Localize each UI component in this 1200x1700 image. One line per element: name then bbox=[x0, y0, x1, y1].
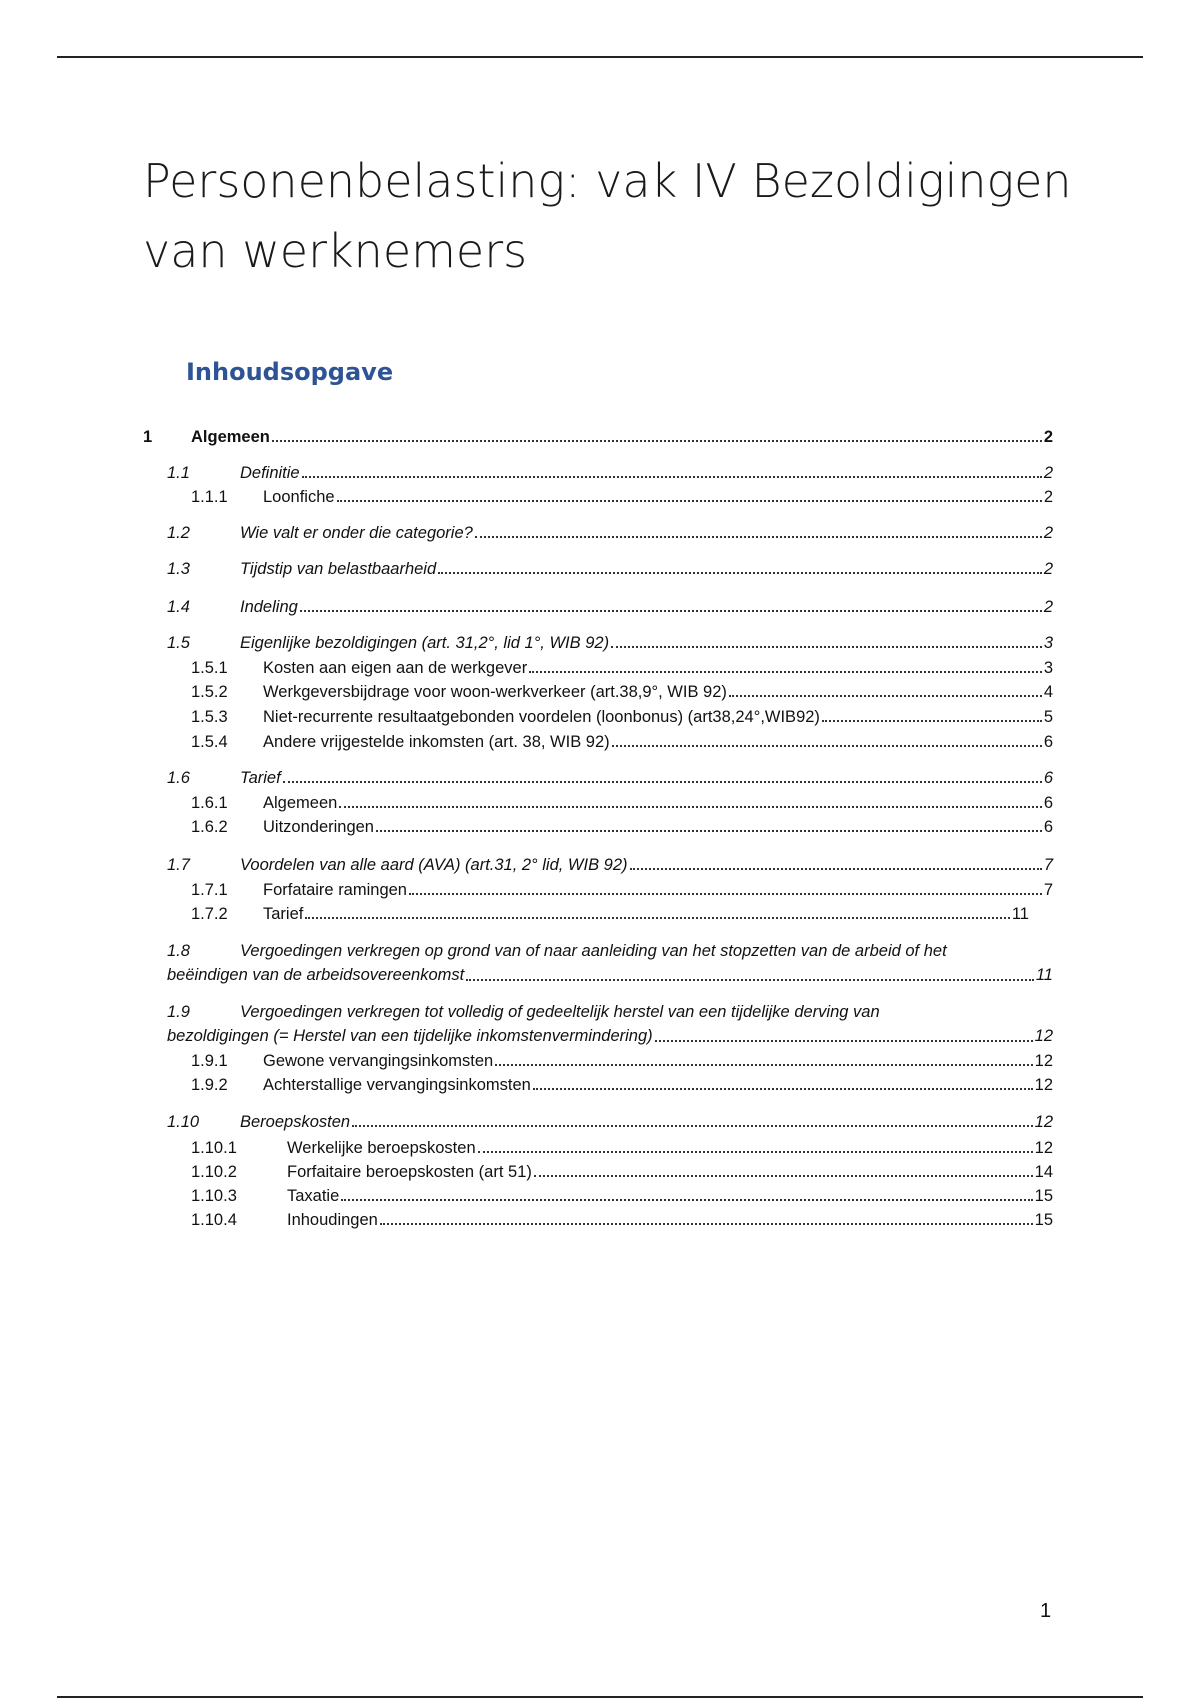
toc-entry-number: 1 bbox=[143, 428, 153, 446]
toc-leader bbox=[339, 806, 1042, 808]
toc-entry-number: 1.3 bbox=[167, 560, 190, 578]
toc-leader bbox=[337, 500, 1042, 502]
toc-entry-1-1-1[interactable] bbox=[191, 486, 1053, 508]
toc-leader bbox=[611, 646, 1042, 648]
toc-leader bbox=[612, 745, 1042, 747]
toc-leader bbox=[352, 1125, 1033, 1127]
toc-entry-text: Gewone vervangingsinkomsten bbox=[263, 1052, 494, 1070]
toc-entry-text: Tijdstip van belastbaarheid bbox=[240, 560, 437, 578]
toc-entry-text: Forfaitaire beroepskosten (art 51) bbox=[287, 1163, 532, 1181]
toc-entry-text: Tarief bbox=[240, 769, 281, 787]
toc-entry-1-4[interactable] bbox=[167, 596, 1053, 618]
toc-entry-text: Loonfiche bbox=[263, 488, 335, 506]
toc-entry-page: 15 bbox=[1034, 1187, 1053, 1205]
toc-entry-page: 6 bbox=[1043, 818, 1053, 836]
toc-leader bbox=[341, 1199, 1032, 1201]
toc-entry-text: Niet-recurrente resultaatgebonden voordelen (loonbonus) (art38,24°,WIB92) bbox=[263, 708, 820, 726]
toc-entry-text: Beroepskosten bbox=[240, 1113, 351, 1131]
toc-entry-text: Definitie bbox=[240, 464, 300, 482]
toc-leader bbox=[822, 720, 1042, 722]
toc-leader bbox=[533, 1088, 1033, 1090]
toc-entry-text: Eigenlijke bezoldigingen (art. 31,2°, lid 1°, WIB 92) bbox=[240, 634, 610, 652]
toc-entry-1-10-1[interactable] bbox=[191, 1137, 1053, 1159]
toc-entry-1-9-1[interactable] bbox=[191, 1050, 1053, 1072]
toc-leader bbox=[478, 1151, 1033, 1153]
toc-leader bbox=[305, 917, 1010, 919]
toc-entry-1-10-2[interactable] bbox=[191, 1161, 1053, 1183]
toc-entry-page: 3 bbox=[1043, 659, 1053, 677]
toc-entry-number: 1.5.2 bbox=[191, 683, 228, 701]
toc-entry-number: 1.10 bbox=[167, 1113, 200, 1131]
toc-entry-1-9-2[interactable] bbox=[191, 1074, 1053, 1096]
toc-entry-page: 12 bbox=[1034, 1052, 1053, 1070]
toc-entry-page: 7 bbox=[1043, 856, 1053, 874]
toc-entry-page: 2 bbox=[1043, 464, 1053, 482]
toc-entry-1-7-2[interactable] bbox=[191, 903, 1029, 925]
toc-entry-number: 1.6.1 bbox=[191, 794, 228, 812]
toc-entry-text-continued: beëindigen van de arbeidsovereenkomst bbox=[167, 966, 465, 984]
toc-leader bbox=[438, 572, 1042, 574]
toc-entry-1-6[interactable] bbox=[167, 767, 1053, 789]
toc-entry-text: Vergoedingen verkregen tot volledig of gedeeltelijk herstel van een tijdelijke derving van bbox=[240, 1003, 880, 1021]
toc-entry-number: 1.5 bbox=[167, 634, 190, 652]
toc-entry-number: 1.6.2 bbox=[191, 818, 228, 836]
toc-leader bbox=[466, 979, 1034, 981]
toc-leader bbox=[376, 830, 1042, 832]
toc-entry-number: 1.5.3 bbox=[191, 708, 228, 726]
toc-leader bbox=[529, 671, 1042, 673]
toc-entry-text: Kosten aan eigen aan de werkgever bbox=[263, 659, 528, 677]
toc-entry-text: Forfataire ramingen bbox=[263, 881, 407, 899]
toc-entry-number: 1.9.2 bbox=[191, 1076, 228, 1094]
toc-leader bbox=[409, 893, 1042, 895]
toc-entry-1-3[interactable] bbox=[167, 558, 1053, 580]
toc-entry-text: Wie valt er onder die categorie? bbox=[240, 524, 473, 542]
toc-entry-text: Voordelen van alle aard (AVA) (art.31, 2° lid, WIB 92) bbox=[240, 856, 628, 874]
toc-leader bbox=[283, 781, 1042, 783]
toc-entry-1-7[interactable] bbox=[167, 854, 1053, 876]
toc-entry-1-1[interactable] bbox=[167, 462, 1053, 484]
toc-entry-number: 1.9.1 bbox=[191, 1052, 228, 1070]
toc-entry-number: 1.10.4 bbox=[191, 1211, 237, 1229]
toc-entry-text: Indeling bbox=[240, 598, 298, 616]
footer-rule bbox=[57, 1696, 1143, 1698]
toc-entry-text: Vergoedingen verkregen op grond van of naar aanleiding van het stopzetten van de arbeid of het bbox=[240, 942, 947, 960]
toc-leader bbox=[534, 1175, 1033, 1177]
toc-entry-page: 2 bbox=[1043, 488, 1053, 506]
toc-entry-text: Inhoudingen bbox=[287, 1211, 378, 1229]
toc-entry-1-5-4[interactable] bbox=[191, 731, 1053, 753]
toc-entry-text-continued: bezoldigingen (= Herstel van een tijdelijke inkomstenvermindering) bbox=[167, 1027, 653, 1045]
toc-entry-number: 1.9 bbox=[167, 1003, 190, 1021]
page-number: 1 bbox=[1040, 1600, 1052, 1622]
toc-entry-number: 1.10.1 bbox=[191, 1139, 237, 1157]
toc-entry-text: Tarief bbox=[263, 905, 304, 923]
toc-entry-page: 15 bbox=[1034, 1211, 1053, 1229]
toc-entry-page: 6 bbox=[1043, 733, 1053, 751]
toc-entry-number: 1.10.2 bbox=[191, 1163, 237, 1181]
toc-leader bbox=[272, 440, 1042, 442]
toc-leader bbox=[302, 476, 1042, 478]
toc-entry-1-10[interactable] bbox=[167, 1111, 1053, 1133]
toc-entry-1-5-1[interactable] bbox=[191, 657, 1053, 679]
toc-entry-page: 7 bbox=[1043, 881, 1053, 899]
toc-leader bbox=[300, 610, 1042, 612]
toc-entry-text: Algemeen bbox=[263, 794, 338, 812]
toc-entry-page: 5 bbox=[1043, 708, 1053, 726]
toc-entry-1-6-1[interactable] bbox=[191, 792, 1053, 814]
toc-entry-number: 1.6 bbox=[167, 769, 190, 787]
toc-entry-text: Werkelijke beroepskosten bbox=[287, 1139, 476, 1157]
toc-entry-page: 11 bbox=[1011, 905, 1029, 923]
toc-entry-number: 1.5.1 bbox=[191, 659, 228, 677]
toc-entry-page: 4 bbox=[1043, 683, 1053, 701]
toc-entry-1-5-3[interactable] bbox=[191, 706, 1053, 728]
toc-entry-text: Andere vrijgestelde inkomsten (art. 38, WIB 92) bbox=[263, 733, 610, 751]
toc-entry-page: 2 bbox=[1043, 524, 1053, 542]
toc-entry-page: 12 bbox=[1034, 1113, 1053, 1131]
toc-leader bbox=[729, 695, 1042, 697]
toc-entry-text: Algemeen bbox=[191, 428, 270, 446]
toc-entry-number: 1.2 bbox=[167, 524, 190, 542]
toc-entry-page: 6 bbox=[1043, 794, 1053, 812]
toc-entry-text: Taxatie bbox=[287, 1187, 340, 1205]
toc-entry-page: 2 bbox=[1043, 598, 1053, 616]
toc-entry-page: 12 bbox=[1034, 1076, 1053, 1094]
toc-entry-1-10-4[interactable] bbox=[191, 1209, 1053, 1231]
toc-entry-number: 1.1 bbox=[167, 464, 190, 482]
toc-entry-number: 1.4 bbox=[167, 598, 190, 616]
document-title: Personenbelasting: vak IV Bezoldigingen van werknemers bbox=[143, 154, 1072, 278]
toc-entry-page: 3 bbox=[1043, 634, 1053, 652]
toc-entry-number: 1.8 bbox=[167, 942, 190, 960]
toc-entry-number: 1.7.1 bbox=[191, 881, 228, 899]
toc-entry-page: 2 bbox=[1043, 428, 1053, 446]
toc-entry-number: 1.7 bbox=[167, 856, 190, 874]
toc-entry-page: 11 bbox=[1035, 966, 1053, 984]
toc-entry-number: 1.10.3 bbox=[191, 1187, 237, 1205]
toc-entry-1-5[interactable] bbox=[167, 632, 1053, 654]
toc-entry-text: Werkgeversbijdrage voor woon-werkverkeer (art.38,9°, WIB 92) bbox=[263, 683, 727, 701]
toc-leader bbox=[380, 1223, 1033, 1225]
toc-leader bbox=[475, 536, 1042, 538]
toc-leader bbox=[655, 1040, 1033, 1042]
toc-entry-1[interactable] bbox=[143, 426, 1053, 448]
toc-heading: Inhoudsopgave bbox=[186, 358, 394, 386]
toc-entry-number: 1.5.4 bbox=[191, 733, 228, 751]
toc-entry-page: 2 bbox=[1043, 560, 1053, 578]
toc-entry-text: Achterstallige vervangingsinkomsten bbox=[263, 1076, 531, 1094]
toc-entry-1-10-3[interactable] bbox=[191, 1185, 1053, 1207]
toc-entry-1-5-2[interactable] bbox=[191, 681, 1053, 703]
toc-entry-number: 1.1.1 bbox=[191, 488, 228, 506]
toc-entry-text: Uitzonderingen bbox=[263, 818, 374, 836]
toc-leader bbox=[495, 1064, 1032, 1066]
toc-entry-1-2[interactable] bbox=[167, 522, 1053, 544]
toc-entry-number: 1.7.2 bbox=[191, 905, 228, 923]
toc-entry-page: 14 bbox=[1034, 1163, 1053, 1181]
toc-entry-1-7-1[interactable] bbox=[191, 879, 1053, 901]
toc-leader bbox=[630, 868, 1042, 870]
toc-entry-1-8[interactable] bbox=[167, 939, 1053, 987]
toc-entry-page: 12 bbox=[1034, 1027, 1053, 1045]
toc-entry-1-9[interactable] bbox=[167, 1000, 1053, 1048]
toc-entry-1-6-2[interactable] bbox=[191, 816, 1053, 838]
toc-entry-page: 12 bbox=[1034, 1139, 1053, 1157]
toc-entry-page: 6 bbox=[1043, 769, 1053, 787]
